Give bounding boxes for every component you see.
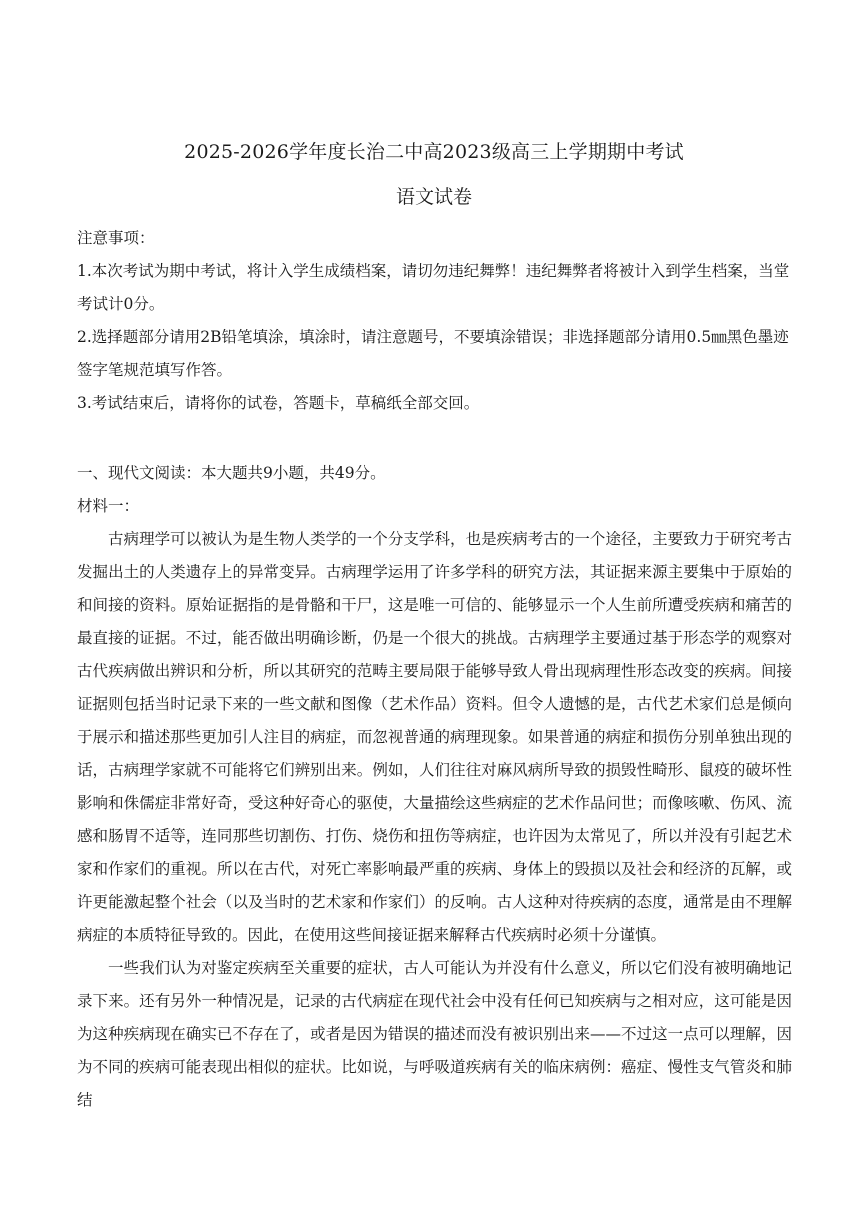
note-item-2: 2.选择题部分请用2B铅笔填涂，填涂时，请注意题号，不要填涂错误；非选择题部分请用0.5㎜黑色墨迹签字笔规范填写作答。 [77,328,789,379]
section-heading: 一、现代文阅读：本大题共9小题，共49分。 [77,464,386,482]
note-item-3: 3.考试结束后，请将你的试卷，答题卡，草稿纸全部交回。 [77,394,480,412]
exam-title: 2025-2026学年度长治二中高2023级高三上学期期中考试 [184,141,684,163]
note-item-1: 1.本次考试为期中考试，将计入学生成绩档案，请切勿违纪舞弊！违纪舞弊者将被计入到学生档案，当堂考试计0分。 [77,262,790,313]
material-label: 材料一： [77,497,140,515]
passage-paragraph-2: 一些我们认为对鉴定疾病至关重要的症状，古人可能认为并没有什么意义，所以它们没有被明确地记录下来。还有另外一种情况是，记录的古代病症在现代社会中没有任何已知疾病与之相对应，这可能是因为这种疾病现在确实已不存在了，或者是因为错误的描述而没有被识别出来——不过这一点可以理解，因为不同的疾病可能表现出相似的症状。比如说，与呼吸道疾病有关的临床病例：癌症、慢性支气管炎和肺结 [77,959,792,1109]
reading-section [77,457,792,1117]
notes-heading: 注意事项： [77,229,155,247]
exam-subtitle: 语文试卷 [395,186,472,208]
passage-paragraph-1: 古病理学可以被认为是生物人类学的一个分支学科，也是疾病考古的一个途径，主要致力于研究考古发掘出土的人类遗存上的异常变异。古病理学运用了许多学科的研究方法，其证据来源主要集中于原始的和间接的资料。原始证据指的是骨骼和干尸，这是唯一可信的、能够显示一个人生前所遭受疾病和痛苦的最直接的证据。不过，能否做出明确诊断，仍是一个很大的挑战。古病理学主要通过基于形态学的观察对古代疾病做出辨识和分析，所以其研究的范畴主要局限于能够导致人骨出现病理性形态改变的疾病。间接证据则包括当时记录下来的一些文献和图像（艺术作品）资料。但令人遗憾的是，古代艺术家们总是倾向于展示和描述那些更加引人注目的病症，而忽视普通的病理现象。如果普通的病症和损伤分别单独出现的话，古病理学家就不可能将它们辨别出来。例如，人们往往对麻风病所导致的损毁性畸形、鼠疫的破坏性影响和侏儒症非常好奇，受这种好奇心的驱使，大量描绘这些病症的艺术作品问世；而像咳嗽、伤风、流感和肠胃不适等，连同那些切割伤、打伤、烧伤和扭伤等病症，也许因为太常见了，所以并没有引起艺术家和作家们的重视。所以在古代，对死亡率影响最严重的疾病、身体上的毁损以及社会和经济的瓦解，或许更能激起整个社会（以及当时的艺术家和作家们）的反响。古人这种对待疾病的态度，通常是由不理解病症的本质特征导致的。因此，在使用这些间接证据来解释古代疾病时必须十分谨慎。 [77,530,792,944]
notes-section [77,222,792,420]
